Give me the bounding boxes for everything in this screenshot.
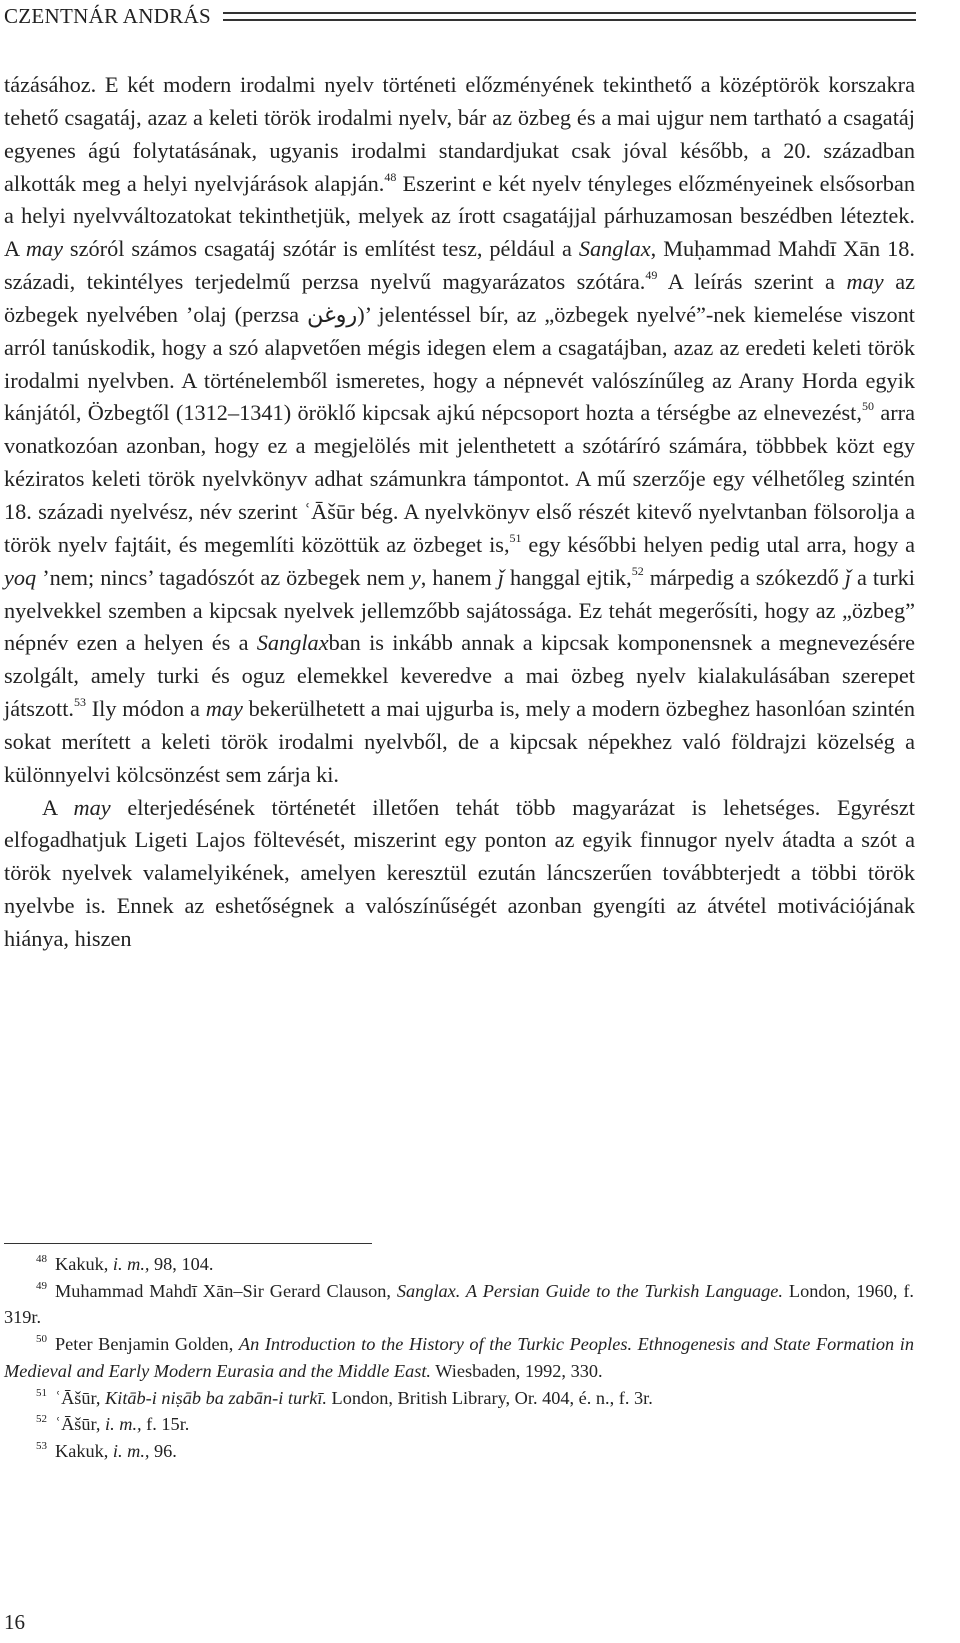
italic-term: may [846, 269, 884, 295]
text-run: ʿĀšūr, [55, 1414, 106, 1435]
italic-title: i. m., [112, 1254, 150, 1274]
running-header-author: CZENTNÁR ANDRÁS [4, 3, 211, 28]
body-text [4, 69, 915, 956]
footnote-ref-52[interactable]: 52 [631, 563, 644, 578]
footnote-ref-53[interactable]: 53 [73, 695, 86, 710]
footnote-number: 53 [36, 1439, 47, 1452]
text-run: Peter Benjamin Golden, [55, 1334, 239, 1355]
text-run: ban is inkább annak a kipcsak komponensnek a megnevezésére szolgált, amely turki és oguz elemekkel keveredve a mai özbeg nyelv kialakulásában szerepet játszott. [4, 630, 915, 722]
italic-title: An Introduction to the History of the Turkic Peoples. Ethnogenesis and State Formation in Medieval and Early Modern Eurasia and the Middle East. [4, 1334, 915, 1381]
italic-term: may [73, 794, 111, 820]
paragraph-2 [4, 792, 915, 956]
footnote-51 [4, 1385, 914, 1412]
persian-word: روغن [307, 301, 358, 327]
text-run: arra vonatkozóan azonban, hogy ez a megjelölés mit jelenthetett a szótáríró számára, többbek közt egy kéziratos keleti török nyelvkönyv adhat számunkra támpontot. A mű szerzője egy vélhetőleg szintén 18. századi nyelvész, név szerint ʿĀšūr bég. A nyelvkönyv első részét kitevő nyelvtanban fölsorolja a török nyelv fajtáit, és megemlíti közöttük az özbeget is, [4, 400, 915, 557]
footnote-50 [4, 1331, 914, 1384]
text-run: A leírás szerint a [657, 269, 847, 295]
running-header [4, 2, 916, 30]
italic-term: y [410, 564, 421, 590]
italic-term: ǰ [497, 564, 504, 590]
footnote-number: 48 [36, 1253, 47, 1265]
paragraph-1 [4, 69, 915, 792]
text-run: London, British Library, Or. 404, é. n., f. 3r. [326, 1387, 653, 1408]
text-run: hanggal ejtik, [503, 564, 632, 590]
footnote-49 [4, 1278, 914, 1331]
footnote-ref-49[interactable]: 49 [645, 268, 658, 283]
text-run: 96. [149, 1440, 177, 1461]
text-run: Muhammad Mahdī Xān–Sir Gerard Clauson, [55, 1280, 397, 1301]
footnote-number: 50 [36, 1333, 47, 1346]
text-run: szóról számos csagatáj szótár is említést tesz, például a [62, 236, 579, 262]
italic-term: Sanglax [256, 630, 329, 656]
text-run: f. 15r. [141, 1414, 190, 1435]
text-run: , hanem [420, 564, 498, 590]
text-run: 98, 104. [149, 1254, 214, 1274]
footnote-separator [4, 1243, 372, 1244]
text-run: Kakuk, [55, 1440, 113, 1461]
text-run: , Muḥammad Mahdī Xān 18. századi, tekintélyes terjedelmű perzsa nyelvű magyarázatos szótára. [4, 236, 916, 295]
footnote-number: 52 [36, 1413, 47, 1426]
text-run: a turki nyelvekkel szemben a kipcsak nyelvek jellemzőbb sajátossága. Ez tehát megerősíti, hogy az „özbeg” népnév ezen a helyen és a [4, 564, 915, 656]
italic-title: i. m., [112, 1440, 150, 1461]
footnote-ref-48[interactable]: 48 [384, 169, 397, 184]
footnote-number: 49 [36, 1279, 47, 1292]
text-run: London, 1960, f. 319r. [4, 1280, 914, 1328]
text-run: az özbegek nyelvében ’olaj (perzsa [4, 269, 915, 327]
text-run: egy későbbi helyen pedig utal arra, hogy a [521, 531, 916, 557]
text-run: Ily módon a [85, 696, 206, 722]
footnote-48 [4, 1251, 914, 1278]
text-run: ʿĀšūr, [55, 1387, 106, 1408]
text-run: márpedig a szókezdő [643, 564, 845, 590]
italic-title: Sanglax. A Persian Guide to the Turkish Language. [396, 1280, 783, 1301]
italic-term: may [205, 696, 243, 722]
header-double-rule [223, 12, 916, 21]
text-run: elterjedésének történetét illetően tehát több magyarázat is lehetséges. Egyrészt elfogadhatjuk Ligeti Lajos föltevését, miszerint egy ponton az egyik finnugor nyelv átadta a szót a török nyelvek valamelyikének, amelyen keresztül ezután láncszerűen továbbterjedt a többi török nyelvbe is. Ennek az eshetőségnek a valószínűségét azonban gyengíti az átvétel motivációjának hiánya, hiszen [4, 794, 916, 951]
text-run: bekerülhetett a mai ujgurba is, mely a modern özbeghez hasonlóan szintén sokat merített a keleti török irodalmi nyelvből, de a kipcsak népekhez való földrajzi közelség a különnyelvi kölcsönzést sem zárja ki. [4, 696, 916, 787]
italic-term: Sanglax [578, 236, 651, 262]
footnote-53 [4, 1438, 914, 1465]
page-number: 16 [4, 1610, 25, 1634]
italic-title: Kitāb-i niṣāb ba zabān-i turkī. [105, 1387, 327, 1408]
text-run: A [42, 794, 74, 820]
text-run: )’ jelentéssel bír, az „özbegek nyelvé”-nek kiemelése viszont arról tanúskodik, hogy a szó alapvetően mégis idegen elem a csagatájban, azaz az eredeti keleti török irodalmi nyelvben. A történelemből ismeretes, hogy a népnevét valószínűleg az Arany Horda egyik kánjától, Özbegtől (1312–1341) öröklő kipcsak ajkú népcsoport hozta a térségbe az elnevezést, [4, 301, 915, 426]
italic-term: yoq [4, 564, 37, 590]
footnote-52 [4, 1411, 914, 1438]
italic-title: i. m., [105, 1414, 142, 1435]
italic-term: ǰ [844, 564, 851, 590]
italic-term: may [25, 236, 63, 262]
text-run: Wiesbaden, 1992, 330. [431, 1360, 603, 1381]
text-run: tázásához. E két modern irodalmi nyelv történeti előzményének tekinthető a középtörök korszakra tehető csagatáj, azaz a keleti török irodalmi nyelv, bár az özbeg és a mai ujgur nem tartható a csagatáj egyenes ágú folytatásának, ugyanis irodalmi standardjukat csak jóval később, a 20. században alkották meg a helyi nyelvjárások alapján. [4, 72, 915, 196]
footnote-number: 51 [36, 1386, 47, 1399]
text-run: Eszerint e két nyelv tényleges előzményeinek elsősorban a helyi nyelvváltozatokat tekinthetjük, melyek az írott csagatájjal párhuzamosan beszédben léteztek. A [4, 170, 915, 262]
text-run: Kakuk, [55, 1254, 113, 1274]
footnote-ref-51[interactable]: 51 [509, 530, 522, 545]
text-run: ’nem; nincs’ tagadószót az özbegek nem [36, 564, 411, 590]
footnotes [4, 1251, 914, 1465]
footnote-ref-50[interactable]: 50 [861, 399, 874, 414]
